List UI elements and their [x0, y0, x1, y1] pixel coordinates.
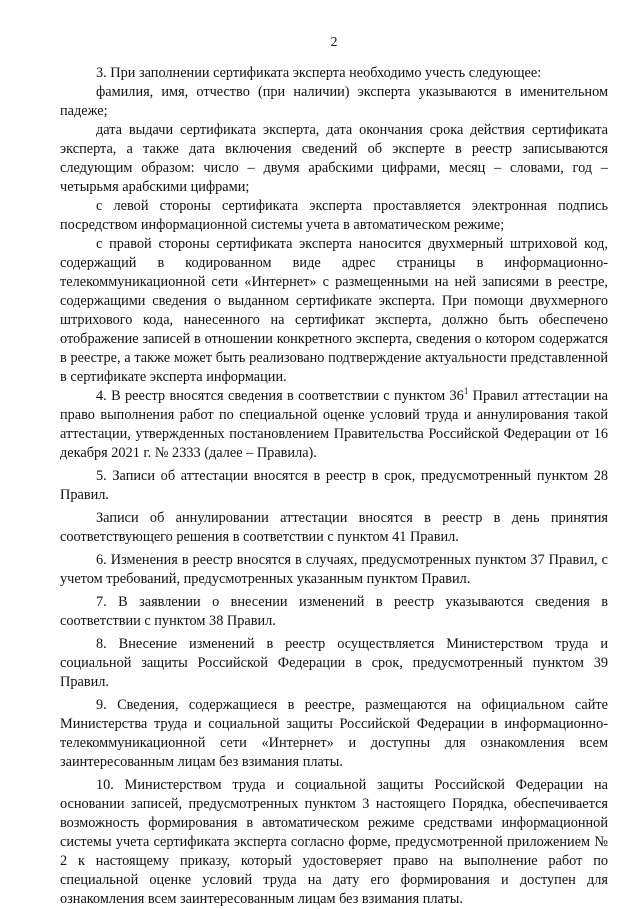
paragraph-7: 7. В заявлении о внесении изменений в реестр указываются сведения в соответствии с пунктом 38 Правил.: [60, 594, 608, 629]
paragraph-8: 8. Внесение изменений в реестр осуществляется Министерством труда и социальной защиты Российской Федерации в срок, предусмотренный пунктом 39 Правил.: [60, 636, 608, 690]
paragraph-5-annulment: Записи об аннулировании аттестации вносятся в реестр в день принятия соответствующего решения в соответствии с пунктом 41 Правил.: [60, 510, 608, 545]
paragraph-4: [60, 387, 608, 463]
paragraph-6: 6. Изменения в реестр вносятся в случаях, предусмотренных пунктом 37 Правил, с учетом требований, предусмотренных указанным пунктом Правил.: [60, 552, 608, 587]
paragraph-3-name-rule: фамилия, имя, отчество (при наличии) эксперта указываются в именительном падеже;: [60, 84, 608, 119]
paragraph-4-superscript: 1: [463, 386, 469, 397]
paragraph-10: 10. Министерством труда и социальной защиты Российской Федерации на основании записей, предусмотренных пунктом 3 настоящего Порядка, обеспечивается возможность формирования в автоматическом режиме средствами информационной системы учета сертификата эксперта согласно форме, предусмотренной приложением № 2 к настоящему приказу, который удостоверяет право на выполнение работ по специальной оценке условий труда на дату его формирования и доступен для ознакомления всем заинтересованным лицам без взимания платы.: [60, 777, 608, 907]
paragraph-4-text-end: Правил аттестации на право выполнения работ по специальной оценке условий труда и аннулирования такой аттестации, утвержденных постановлением Правительства Российской Федерации от 16 декабря 2021 г. № 2333 (далее – Правила).: [60, 388, 608, 461]
paragraph-5: 5. Записи об аттестации вносятся в реестр в срок, предусмотренный пунктом 28 Правил.: [60, 468, 608, 503]
document-body: [60, 64, 608, 909]
page-number: 2: [330, 35, 338, 50]
paragraph-4-text-start: 4. В реестр вносятся сведения в соответствии с пунктом 36: [96, 388, 464, 404]
paragraph-3-barcode-rule: с правой стороны сертификата эксперта наносится двухмерный штриховой код, содержащий в кодированном виде адрес страницы в информационно-телекоммуникационной сети «Интернет» с размещенными на ней записями в реестре, содержащими сведения о выданном сертификате эксперта. При помощи двухмерного штрихового кода, нанесенного на сертификат эксперта, должно быть обеспечено отображение записей в отношении конкретного эксперта, сведения о котором содержатся в реестре, а также может быть реализовано подтверждение актуальности представленной в сертификате эксперта информации.: [60, 236, 608, 385]
paragraph-3-signature-rule: с левой стороны сертификата эксперта проставляется электронная подпись посредством информационной системы учета в автоматическом режиме;: [60, 198, 608, 233]
paragraph-3-date-rule: дата выдачи сертификата эксперта, дата окончания срока действия сертификата эксперта, а также дата включения сведений об эксперте в реестр записываются следующим образом: число – двумя арабскими цифрами, месяц – словами, год – четырьмя арабскими цифрами;: [60, 122, 608, 195]
paragraph-9: 9. Сведения, содержащиеся в реестре, размещаются на официальном сайте Министерства труда и социальной защиты Российской Федерации в информационно-телекоммуникационной сети «Интернет» и доступны для ознакомления всем заинтересованным лицам без взимания платы.: [60, 697, 608, 770]
paragraph-3-intro: 3. При заполнении сертификата эксперта необходимо учесть следующее:: [96, 65, 542, 81]
